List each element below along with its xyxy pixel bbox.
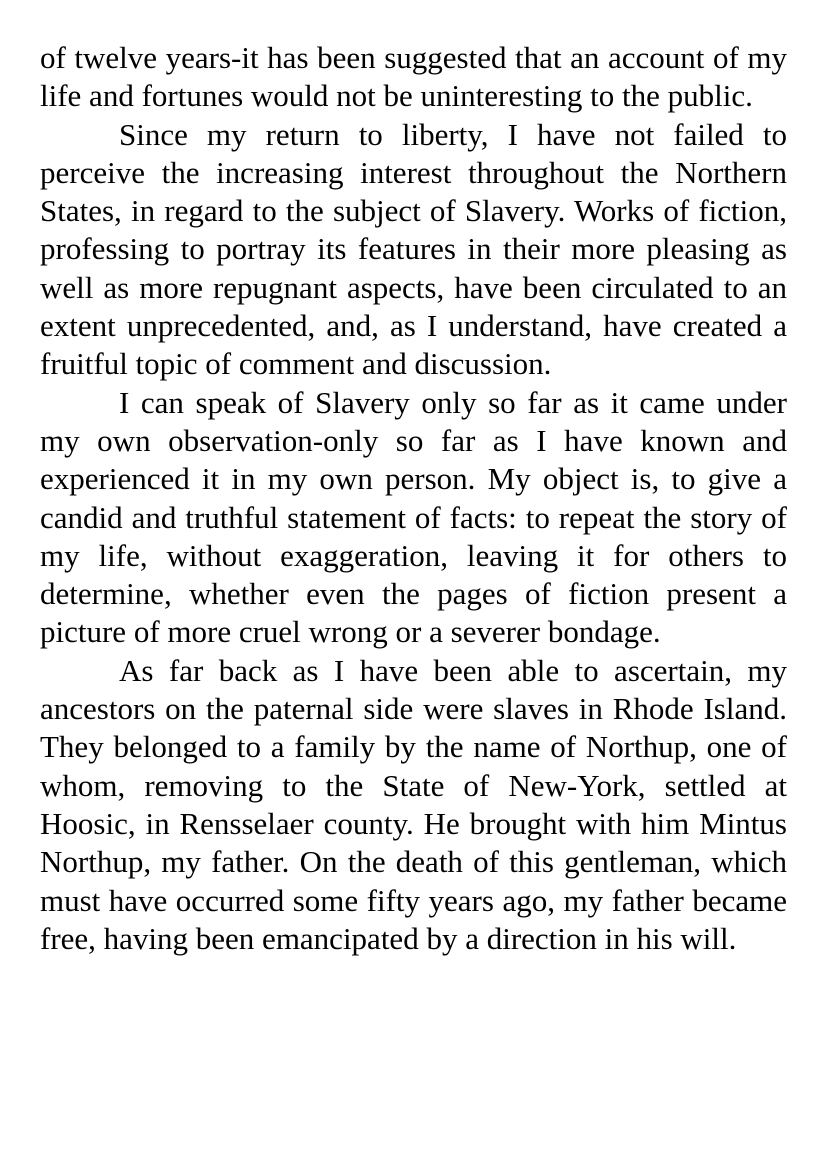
- paragraph-return-to-liberty: Since my return to liberty, I have not failed to perceive the increasing interest throughout the Northern States, in regard to the subject of Slavery. Works of fiction, professing to portray its features in their more pleasing as well as more repugnant aspects, have been circulated to an extent unprecedented, and, as I understand, have created a fruitful topic of comment and discussion.: [40, 116, 787, 382]
- paragraph-continuation: of twelve years-it has been suggested that an account of my life and fortunes would not be uninteresting to the public.: [40, 40, 787, 114]
- paragraph-ancestors: As far back as I have been able to ascertain, my ancestors on the paternal side were slaves in Rhode Island. They belonged to a family by the name of Northup, one of whom, removing to the State of New-York, settled at Hoosic, in Rensselaer county. He brought with him Mintus Northup, my father. On the death of this gentleman, which must have occurred some fifty years ago, my father became free, having been emancipated by a direction in his will.: [40, 652, 787, 956]
- document-page: [40, 39, 787, 958]
- paragraph-speak-of-slavery: I can speak of Slavery only so far as it came under my own observation-only so far as I have known and experienced it in my own person. My object is, to give a candid and truthful statement of facts: to repeat the story of my life, without exaggeration, leaving it for others to determine, whether even the pages of fiction present a picture of more cruel wrong or a severer bondage.: [40, 384, 787, 650]
